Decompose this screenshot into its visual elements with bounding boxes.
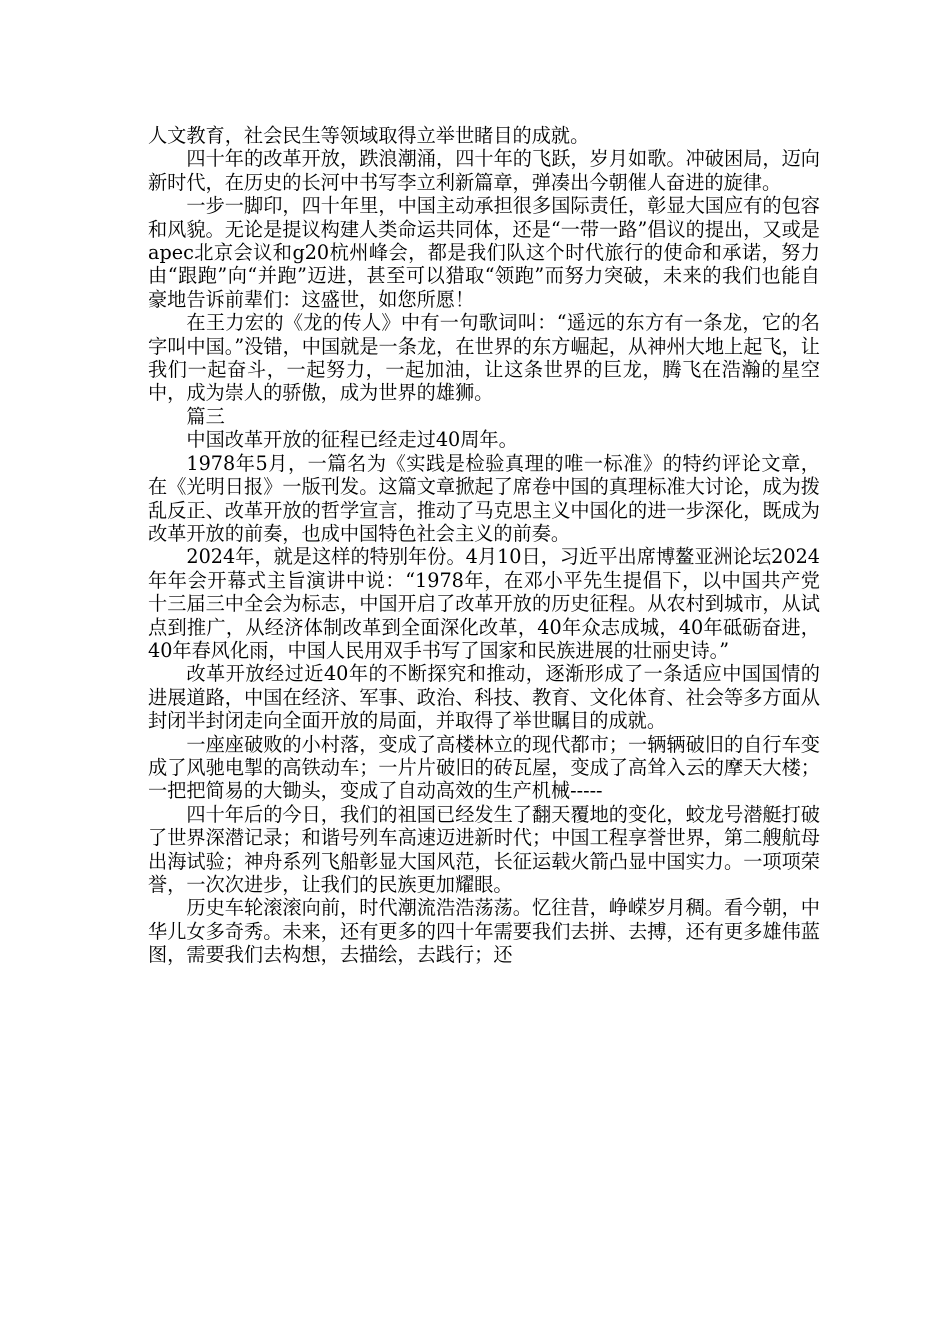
paragraph-4: 在王力宏的《龙的传人》中有一句歌词叫：“遥远的东方有一条龙，它的名字叫中国。”没错，中国就是一条龙，在世界的东方崛起，从神州大地上起飞，让我们一起奋斗，一起努力，一起加油，让这条世界的巨龙，腾飞在浩瀚的星空中，成为崇人的骄傲，成为世界的雄狮。	[148, 311, 820, 405]
section-heading: 篇三	[186, 404, 225, 428]
paragraph-9: 改革开放经过近40年的不断探究和推动，逐渐形成了一条适应中国国情的进展道路，中国在经济、军事、政治、科技、教育、文化体育、社会等多方面从封闭半封闭走向全面开放的局面，并取得了举世瞩目的成就。	[148, 662, 820, 733]
paragraph-10: 一座座破败的小村落，变成了高楼林立的现代都市；一辆辆破旧的自行车变成了风驰电掣的高铁动车；一片片破旧的砖瓦屋，变成了高耸入云的摩天大楼；一把把简易的大锄头，变成了自动高效的生产机械-----	[148, 732, 820, 803]
paragraph-12: 历史车轮滚滚向前，时代潮流浩浩荡荡。忆往昔，峥嵘岁月稠。看今朝，中华儿女多奇秀。未来，还有更多的四十年需要我们去拼、去搏，还有更多雄伟蓝图，需要我们去构想，去描绘，去践行；还	[148, 896, 820, 967]
paragraph-11: 四十年后的今日，我们的祖国已经发生了翻天覆地的变化，蛟龙号潜艇打破了世界深潜记录；和谐号列车高速迈进新时代；中国工程享誉世界，第二艘航母出海试验；神舟系列飞船彰显大国风范，长征运载火箭凸显中国实力。一项项荣誉，一次次进步，让我们的民族更加耀眼。	[148, 802, 820, 896]
paragraph-2: 四十年的改革开放，跌浪潮涌，四十年的飞跃，岁月如歌。冲破困局，迈向新时代，在历史的长河中书写李立利新篇章，弹凑出今朝催人奋进的旋律。	[148, 147, 820, 194]
paragraph-1: 人文教育，社会民生等领域取得立举世睹目的成就。	[148, 124, 590, 147]
paragraph-7: 1978年5月，一篇名为《实践是检验真理的唯一标准》的特约评论文章，在《光明日报》一版刊发。这篇文章掀起了席卷中国的真理标准大讨论，成为拨乱反正、改革开放的哲学宣言，推动了马克思主义中国化的进一步深化，既成为改革开放的前奏，也成中国特色社会主义的前奏。	[148, 451, 820, 545]
document-page	[148, 124, 820, 967]
paragraph-3: 一步一脚印，四十年里，中国主动承担很多国际责任，彰显大国应有的包容和风貌。无论是提议构建人类命运共同体，还是“一带一路”倡议的提出，又或是apec北京会议和g20杭州峰会，都是我们队这个时代旅行的使命和承诺，努力由“跟跑”向“并跑”迈进，甚至可以猎取“领跑”而努力突破，未来的我们也能自豪地告诉前辈们：这盛世，如您所愿！	[148, 194, 820, 311]
paragraph-8: 2024年，就是这样的特别年份。4月10日，习近平出席博鳌亚洲论坛2024年年会开幕式主旨演讲中说：“1978年，在邓小平先生提倡下，以中国共产党十三届三中全会为标志，中国开启了改革开放的历史征程。从农村到城市，从试点到推广，从经济体制改革到全面深化改革，40年众志成城，40年砥砺奋进，40年春风化雨，中国人民用双手书写了国家和民族进展的壮丽史诗。”	[148, 545, 820, 662]
paragraph-6: 中国改革开放的征程已经走过40周年。	[186, 428, 518, 452]
